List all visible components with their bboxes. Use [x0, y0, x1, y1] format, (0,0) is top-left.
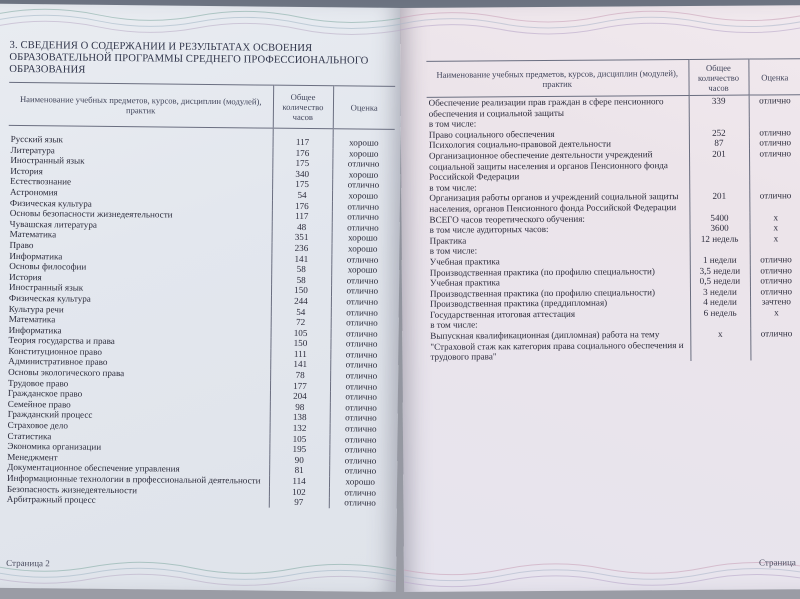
- subject-cell: Математика: [9, 229, 57, 240]
- grade-cell: хорошо: [332, 169, 394, 180]
- guilloche-bottom-ornament-right: [404, 559, 800, 592]
- subject-cell: Основы экологического права: [8, 366, 125, 379]
- grade-cell: [750, 318, 800, 329]
- subject-cell: Право социального обеспечения: [428, 128, 555, 140]
- table-row: [427, 95, 800, 119]
- grade-cell: отлично: [331, 254, 393, 265]
- subject-cell: Семейное право: [7, 398, 71, 410]
- grade-cell: хорошо: [332, 190, 394, 201]
- hours-cell: 81: [269, 465, 329, 476]
- grade-cell: отлично: [749, 191, 800, 213]
- grade-cell: отлично: [329, 434, 391, 445]
- right-page: [400, 5, 800, 592]
- hours-cell: [690, 244, 750, 255]
- subject-cell: Иностранный язык: [10, 155, 85, 166]
- grade-cell: отлично: [331, 296, 393, 307]
- hours-cell: 54: [272, 190, 332, 201]
- subject-cell: Теория государства и права: [8, 335, 115, 347]
- hours-cell: 201: [689, 149, 749, 181]
- grades-table-right-body: [427, 95, 800, 363]
- subject-cell: в том числе:: [429, 182, 477, 193]
- hours-cell: 236: [271, 243, 331, 254]
- column-header-grade: Оценка: [748, 59, 800, 95]
- grade-cell: хорошо: [333, 137, 395, 148]
- hours-cell: 111: [270, 349, 330, 360]
- subject-cell: Астрономия: [10, 186, 58, 198]
- grade-cell: отлично: [750, 328, 800, 360]
- grade-cell: x: [750, 233, 800, 244]
- hours-cell: 97: [269, 497, 329, 508]
- hours-cell: [689, 180, 749, 191]
- subject-cell: Производственная практика (преддипломная): [430, 297, 608, 310]
- subject-cell: Чувашская литература: [9, 218, 98, 230]
- hours-cell: 340: [272, 168, 332, 179]
- grade-cell: отлично: [330, 339, 392, 350]
- hours-cell: 150: [271, 285, 331, 296]
- guilloche-top-ornament-right: [400, 5, 800, 38]
- subject-cell: Естествознание: [10, 176, 72, 187]
- grade-cell: отлично: [331, 275, 393, 286]
- grade-cell: отлично: [329, 455, 391, 466]
- grade-cell: отлично: [749, 95, 800, 117]
- grade-cell: хорошо: [332, 233, 394, 244]
- grade-cell: отлично: [329, 497, 391, 508]
- subject-cell: Физическая культура: [8, 292, 91, 304]
- table-row: [427, 191, 800, 215]
- hours-cell: 244: [271, 296, 331, 307]
- hours-cell: [690, 318, 750, 329]
- hours-cell: 90: [269, 454, 329, 465]
- hours-cell: 175: [272, 179, 332, 190]
- grade-cell: отлично: [330, 402, 392, 413]
- hours-cell: 351: [272, 232, 332, 243]
- subject-cell: Арбитражный процесс: [6, 494, 96, 506]
- grade-cell: отлично: [332, 201, 394, 212]
- hours-cell: 58: [271, 274, 331, 285]
- subject-cell: Производственная практика (по профилю специальности): [429, 265, 655, 278]
- grade-cell: отлично: [749, 148, 800, 180]
- subject-cell: Учебная практика: [429, 256, 500, 267]
- subject-cell: Трудовое право: [8, 377, 69, 389]
- grade-cell: отлично: [749, 127, 800, 138]
- grade-cell: отлично: [331, 317, 393, 328]
- section-title: 3. СВЕДЕНИЯ О СОДЕРЖАНИИ И РЕЗУЛЬТАТАХ ОСВОЕНИЯ ОБРАЗОВАТЕЛЬНОЙ ПРОГРАММЫ СРЕДНЕГО ПРОФЕССИОНАЛЬНОГО ОБРАЗОВАНИЯ: [9, 39, 369, 76]
- hours-cell: 1 недели: [690, 254, 750, 265]
- grade-cell: отлично: [750, 286, 800, 297]
- subject-cell: Физическая культура: [9, 197, 92, 209]
- hours-cell: [689, 117, 749, 128]
- subject-cell: Организация работы органов и учреждений социальной защиты населения, органов Пенсионного фонда Российской Федерации: [429, 191, 679, 214]
- subject-cell: Государственная итоговая аттестация: [430, 308, 576, 320]
- hours-cell: 78: [270, 370, 330, 381]
- grade-cell: хорошо: [329, 476, 391, 487]
- grade-cell: отлично: [331, 328, 393, 339]
- hours-cell: 4 недели: [690, 297, 750, 308]
- hours-cell: 339: [689, 95, 749, 117]
- page-number-right: Страница: [758, 557, 796, 568]
- guilloche-bottom-ornament: [0, 558, 396, 592]
- hours-cell: 105: [271, 327, 331, 338]
- subject-cell: История: [10, 165, 43, 177]
- grade-cell: хорошо: [332, 148, 394, 159]
- column-header-hours: Общее количество часов: [273, 85, 333, 129]
- hours-cell: 114: [269, 476, 329, 487]
- grade-cell: отлично: [329, 487, 391, 498]
- subject-cell: Административное право: [8, 356, 108, 368]
- left-page: [0, 4, 402, 592]
- subject-cell: Право: [9, 239, 34, 251]
- hours-cell: 5400: [689, 212, 749, 223]
- grade-cell: отлично: [330, 423, 392, 434]
- subject-cell: Обеспечение реализации прав граждан в сфере пенсионного обеспечения и социальной защиты: [428, 96, 664, 119]
- hours-cell: 138: [270, 412, 330, 423]
- subject-cell: Гражданское право: [7, 388, 83, 399]
- page-number-left: Страница 2: [6, 557, 50, 569]
- grade-cell: отлично: [332, 158, 394, 169]
- subject-cell: ВСЕГО часов теоретического обучения:: [429, 213, 585, 225]
- subject-cell: Менеджмент: [7, 451, 58, 463]
- hours-cell: 6 недель: [690, 307, 750, 318]
- grade-cell: [750, 244, 800, 255]
- hours-cell: 177: [270, 380, 330, 391]
- grade-cell: отлично: [330, 370, 392, 381]
- grade-cell: отлично: [330, 381, 392, 392]
- grade-cell: отлично: [330, 392, 392, 403]
- hours-cell: 204: [270, 391, 330, 402]
- hours-cell: 117: [272, 211, 332, 222]
- hours-cell: 54: [271, 306, 331, 317]
- hours-cell: 195: [269, 444, 329, 455]
- grade-cell: отлично: [330, 349, 392, 360]
- grade-cell: хорошо: [331, 243, 393, 254]
- subject-cell: Документационное обеспечение управления: [7, 462, 180, 475]
- grade-cell: x: [750, 307, 800, 318]
- subject-cell: Информационные технологии в профессиональной деятельности: [7, 472, 261, 486]
- hours-cell: 150: [270, 338, 330, 349]
- grade-cell: отлично: [329, 466, 391, 477]
- grade-cell: отлично: [749, 138, 800, 149]
- column-header-subject: Наименование учебных предметов, курсов, дисциплин (модулей), практик: [9, 82, 273, 128]
- subject-cell: в том числе:: [428, 118, 477, 129]
- hours-cell: 176: [272, 147, 332, 158]
- table-row: [427, 148, 800, 182]
- grade-cell: отлично: [750, 265, 800, 276]
- subject-cell: История: [9, 271, 42, 282]
- subject-cell: Выпускная квалификационная (дипломная) работа на тему "Страховой стаж как категория права социального обеспечения и трудового права": [430, 329, 684, 363]
- subject-cell: в том числе:: [429, 245, 478, 257]
- grade-cell: отлично: [329, 444, 391, 455]
- subject-cell: Русский язык: [10, 133, 64, 145]
- hours-cell: 117: [273, 137, 333, 148]
- hours-cell: 58: [271, 264, 331, 275]
- grade-cell: зачтено: [750, 296, 800, 307]
- hours-cell: 141: [270, 359, 330, 370]
- subject-cell: Экономика организации: [7, 441, 102, 453]
- grades-table-right: [426, 58, 800, 362]
- hours-cell: 176: [272, 200, 332, 211]
- subject-cell: Учебная практика: [429, 277, 500, 288]
- hours-cell: 252: [689, 127, 749, 138]
- hours-cell: x: [690, 329, 750, 361]
- grade-cell: x: [749, 212, 800, 223]
- subject-cell: Конституционное право: [8, 345, 102, 357]
- hours-cell: 201: [689, 191, 749, 213]
- subject-cell: Основы безопасности жизнедеятельности: [9, 208, 173, 220]
- hours-cell: 3600: [690, 223, 750, 234]
- grades-table-left-body: [5, 125, 395, 508]
- hours-cell: 0,5 недели: [690, 276, 750, 287]
- subject-cell: Гражданский процесс: [7, 409, 93, 421]
- table-row: [428, 328, 800, 362]
- hours-cell: 102: [269, 486, 329, 497]
- grade-cell: отлично: [332, 211, 394, 222]
- grade-cell: отлично: [332, 180, 394, 191]
- subject-cell: Организационное обеспечение деятельности учреждений социальной защиты населения и органов Пенсионного фонда Российской Федерации: [428, 149, 668, 182]
- subject-cell: Психология социально-правовой деятельности: [428, 138, 611, 151]
- hours-cell: 87: [689, 138, 749, 149]
- hours-cell: 12 недель: [690, 233, 750, 244]
- grade-cell: [749, 116, 800, 127]
- subject-cell: Страховое дело: [7, 419, 68, 431]
- grade-cell: отлично: [750, 275, 800, 286]
- hours-cell: 72: [271, 317, 331, 328]
- grade-cell: отлично: [332, 222, 394, 233]
- subject-cell: Математика: [8, 313, 56, 325]
- grade-cell: отлично: [331, 307, 393, 318]
- hours-cell: 175: [272, 158, 332, 169]
- hours-cell: 141: [271, 253, 331, 264]
- subject-cell: Производственная практика (по профилю специальности): [429, 286, 656, 299]
- grades-table-left: [5, 82, 395, 509]
- grade-cell: x: [750, 222, 800, 233]
- subject-cell: Информатика: [8, 324, 62, 336]
- subject-cell: Иностранный язык: [9, 282, 84, 293]
- hours-cell: 105: [269, 433, 329, 444]
- hours-cell: 48: [272, 221, 332, 232]
- subject-cell: в том числе аудиторных часов:: [429, 224, 549, 235]
- column-header-grade: Оценка: [333, 86, 395, 130]
- subject-cell: Информатика: [9, 250, 63, 261]
- column-header-subject: Наименование учебных предметов, курсов, дисциплин (модулей), практик: [426, 59, 688, 97]
- subject-cell: в том числе:: [430, 319, 478, 331]
- subject-cell: Литература: [10, 144, 55, 155]
- subject-cell: Статистика: [7, 430, 52, 441]
- column-header-hours: Общее количество часов: [688, 59, 748, 95]
- hours-cell: 98: [270, 401, 330, 412]
- grade-cell: отлично: [330, 413, 392, 424]
- grade-cell: [749, 180, 800, 191]
- subject-cell: Основы философии: [9, 261, 87, 272]
- subject-cell: Практика: [429, 235, 467, 246]
- hours-cell: 3 недели: [690, 286, 750, 297]
- guilloche-top-ornament: [0, 4, 402, 38]
- subject-cell: Культура речи: [8, 303, 64, 314]
- hours-cell: 132: [270, 423, 330, 434]
- hours-cell: 3,5 недели: [690, 265, 750, 276]
- subject-cell: Безопасность жизнедеятельности: [6, 483, 138, 495]
- grade-cell: отлично: [331, 286, 393, 297]
- grade-cell: хорошо: [331, 264, 393, 275]
- grade-cell: отлично: [330, 360, 392, 371]
- grade-cell: отлично: [750, 254, 800, 265]
